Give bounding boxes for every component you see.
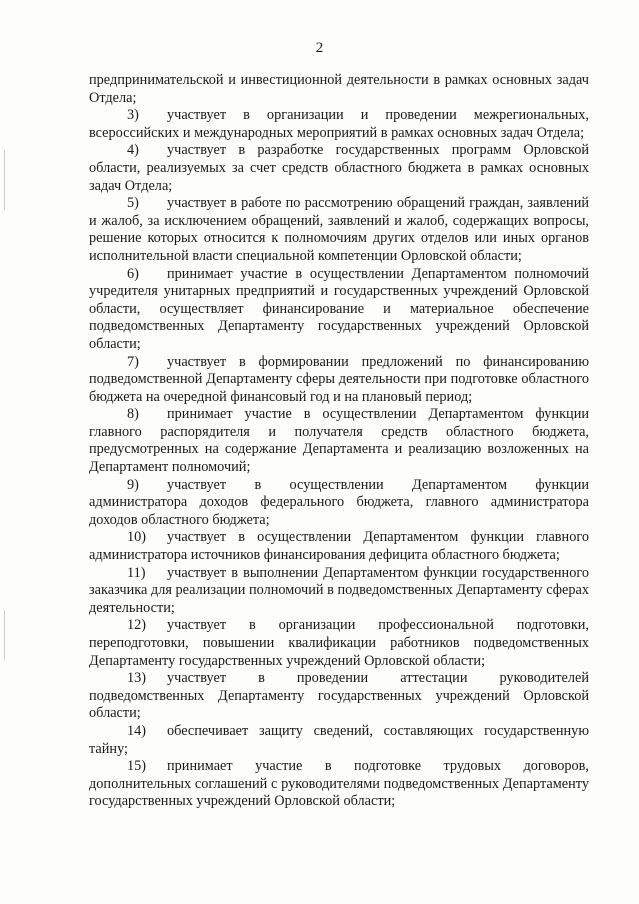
item-number: 12): [127, 617, 147, 634]
scan-edge-mark: [4, 150, 5, 210]
list-item: [89, 617, 589, 670]
item-number: 3): [127, 107, 139, 124]
item-text: участвует в организации и проведении межрегиональных, всероссийских и международных мероприятий в рамках основных задач Отдела;: [89, 107, 589, 141]
list-item: [89, 477, 589, 530]
list-item: [89, 565, 589, 618]
lead-paragraph: предпринимательской и инвестиционной деятельности в рамках основных задач Отдела;: [89, 72, 589, 106]
item-number: 8): [127, 406, 139, 423]
item-number: 14): [127, 722, 147, 739]
page-number: 2: [315, 40, 324, 56]
item-number: 4): [127, 142, 139, 159]
item-number: 6): [127, 265, 139, 282]
scan-edge-mark: [4, 610, 5, 660]
item-text: обеспечивает защиту сведений, составляющих государственную тайну;: [89, 722, 589, 757]
item-text: участвует в организации профессиональной подготовки, переподготовки, повышении квалификации работников подведомственных Департаменту государственных учреждений Орловской области;: [89, 617, 589, 669]
document-body: [89, 72, 589, 811]
item-text: принимает участие в подготовке трудовых договоров, дополнительных соглашений с руководителями подведомственных Департаменту государственных учреждений Орловской области;: [89, 758, 589, 810]
item-text: участвует в осуществлении Департаментом функции главного администратора источников финансирования дефицита областного бюджета;: [89, 529, 589, 564]
list-item: [89, 406, 589, 476]
list-item: [89, 142, 589, 195]
list-item: [89, 195, 589, 265]
item-list: [89, 107, 589, 811]
item-text: участвует в выполнении Департаментом функции государственного заказчика для реализации полномочий в подведомственных Департаменту сферах деятельности;: [89, 564, 589, 616]
list-item: [89, 670, 589, 723]
item-number: 13): [127, 670, 147, 687]
item-number: 15): [127, 758, 147, 775]
list-item: [89, 723, 589, 758]
item-text: участвует в осуществлении Департаментом функции администратора доходов федерального бюджета, главного администратора доходов областного бюджета;: [89, 476, 589, 528]
list-item: [89, 758, 589, 811]
list-item: [89, 107, 589, 142]
list-item: [89, 354, 589, 407]
item-number: 11): [127, 564, 146, 581]
list-item: [89, 529, 589, 564]
item-text: участвует в работе по рассмотрению обращений граждан, заявлений и жалоб, за исключением обращений, заявлений и жалоб, содержащих вопросы, решение которых относится к полномочиям других отделов или иных органов исполнительной власти специальной компетенции Орловской области;: [89, 195, 589, 264]
item-number: 9): [127, 476, 139, 493]
item-text: принимает участие в осуществлении Департаментом функции главного распорядителя и получателя средств областного бюджета, предусмотренных на содержание Департамента и реализацию возложенных на Департамент полномочий;: [89, 406, 589, 476]
list-item: [89, 266, 589, 354]
item-number: 7): [127, 353, 139, 370]
item-text: участвует в разработке государственных программ Орловской области, реализуемых за счет средств областного бюджета в рамках основных задач Отдела;: [89, 142, 589, 194]
item-number: 10): [127, 529, 147, 546]
item-text: участвует в проведении аттестации руководителей подведомственных Департаменту государственных учреждений Орловской области;: [89, 670, 589, 722]
item-text: участвует в формировании предложений по финансированию подведомственной Департаменту сферы деятельности при подготовке областного бюджета на очередной финансовый год и на плановый период;: [89, 353, 589, 405]
item-number: 5): [127, 195, 139, 212]
item-text: принимает участие в осуществлении Департаментом полномочий учредителя унитарных предприятий и государственных учреждений Орловской области, осуществляет финансирование и материальное обеспечение подведомственных Департаменту государственных учреждений Орловской области;: [89, 265, 589, 352]
